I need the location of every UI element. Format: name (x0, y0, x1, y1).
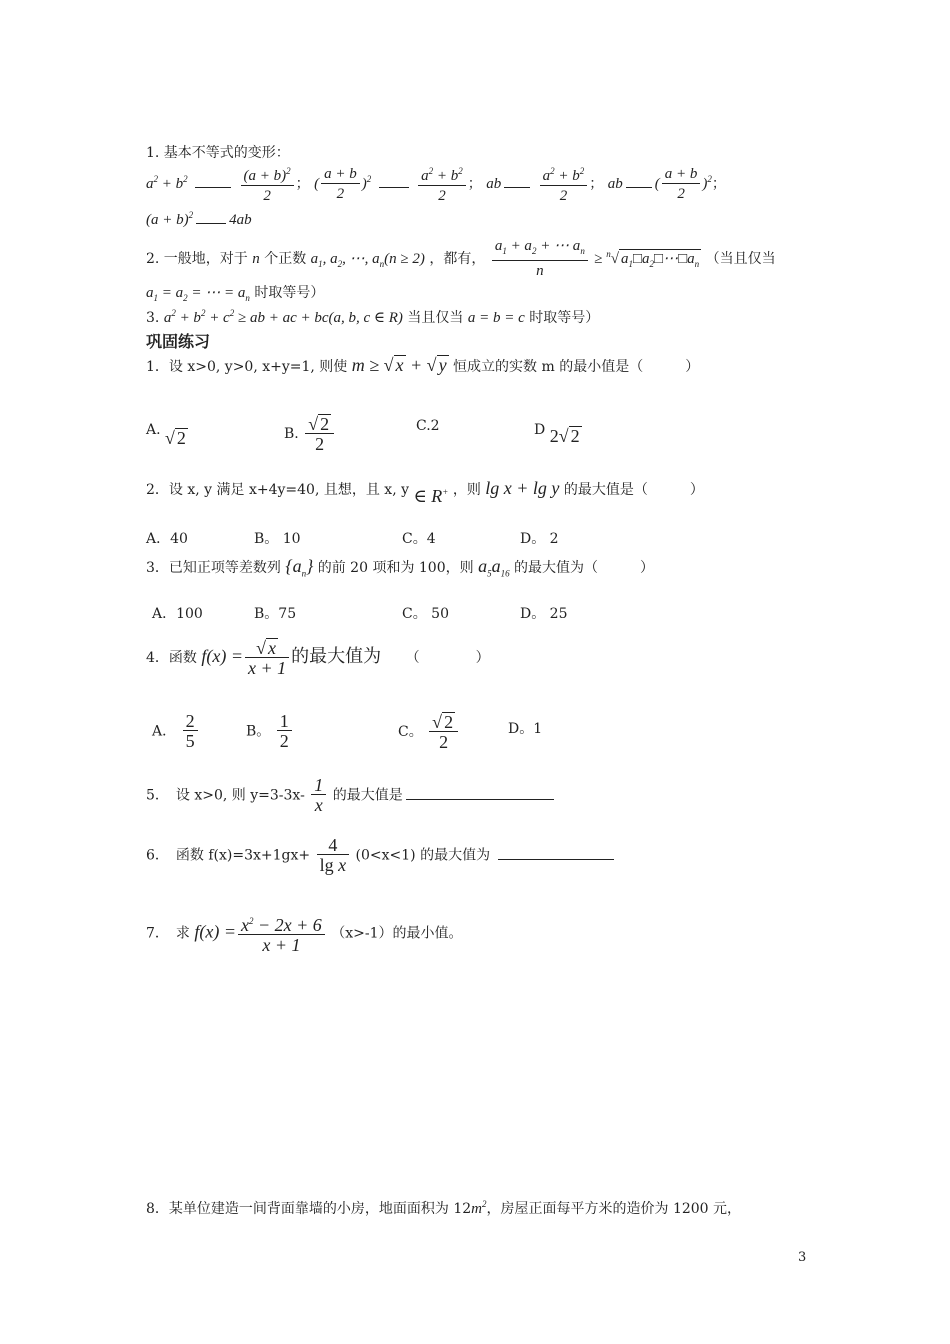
intro-item-1: 1. 基本不等式的变形： (146, 145, 290, 161)
q3-option-c: C。 50 (402, 606, 449, 622)
intro-item-2-after: ，都有， (429, 251, 486, 267)
question-3: 3．已知正项等差数列 $\{a_n\}$ 的前 20 项和为 100，则 $a_5a_{16}$ 的最大值为（ ） (146, 556, 655, 579)
q3-text-a: 3．已知正项等差数列 (146, 560, 281, 576)
question-6: 6． 函数 f(x)=3x+1gx+ $\frac{4}{\text{lg x}}$ (0<x<1) 的最大值为 (146, 836, 617, 875)
section-title: 巩固练习 (146, 332, 211, 351)
q8-text-a: 8．某单位建造一间背面靠墙的小房，地面面积为 12 (146, 1201, 472, 1217)
page-number: 3 (798, 1250, 807, 1265)
q2-option-b: B。 10 (254, 531, 301, 547)
q6-answer-blank[interactable] (498, 859, 614, 860)
q4-text-b: 的最大值为 (291, 646, 382, 667)
inequality-forms-row: $a^2 + b^2$ $\frac{(a + b)^2}{2}$ ； ( $\frac{a + b}{2}$ )$^2$ $\frac{a^2 + b^2}{2}$ ； ab $\frac{a^2 + b^2}{2}$ ； ab ( $\frac{a + b}{2}$ )$^2$； (146, 162, 726, 206)
q4-option-c: C。 $\frac{√ 2}{2}$ (398, 712, 460, 752)
q6-text-b: (0<x<1) 的最大值为 (355, 847, 491, 864)
q3-text-b: 的前 20 项和为 100，则 (317, 560, 474, 576)
q2-option-a: A．40 (146, 531, 188, 547)
q5-text-b: 的最大值是 (332, 787, 403, 804)
q6-text-a: 6． 函数 f(x)=3x+1gx+ (146, 847, 311, 864)
question-7: 7． 求 f(x) = $\frac{x^2 - 2x + 6}{x + 1}$ （x>-1）的最小值。 (146, 912, 463, 955)
intro-item-3-prefix: 3. (146, 310, 160, 326)
q4-text-a: 4．函数 (146, 650, 197, 666)
q4-option-a: A． $\frac{2}{5}$ (152, 712, 200, 751)
q1-option-c: C.2 (416, 418, 440, 434)
q1-text-a: 1．设 x>0, y>0, x+y=1, 则使 (146, 359, 348, 375)
intro-item-2: 2. 一般地，对于 n 个正数 $a_1$, $a_2$, ⋯, $a_n(n \ge 2)$ ，都有， $\frac{a_1 + a_2 + \cdots a_n}{n}$ ≥ $^n$√ $a_1□a_2□\cdots□a_n$ （当且仅当 (146, 238, 776, 279)
q7-text-a: 7． 求 (146, 925, 190, 942)
q1-text-b: 恒成立的实数 m 的最小值是（ ） (453, 359, 700, 375)
q1-option-b: B. $\frac{√ 2}{2}$ (284, 414, 336, 454)
q3-option-b: B。75 (254, 606, 297, 622)
q5-text-a: 5． 设 x>0, 则 y=3-3x- (146, 787, 305, 804)
q4-paren: （ ） (405, 650, 490, 666)
question-4: 4．函数 f(x) = $\frac{√ x}{x + 1}$ 的最大值为 （ ） (146, 638, 490, 678)
q5-answer-blank[interactable] (406, 799, 554, 800)
q2-text-a: 2．设 x, y 满足 x+4y=40, 且想，且 x, y (146, 482, 410, 498)
q2-option-d: D。 2 (520, 531, 559, 547)
intro-item-3-end: 时取等号） (529, 310, 600, 326)
q2-text-c: 的最大值是（ ） (563, 482, 704, 498)
inequality-forms-row-2: $(a + b)^2$ 4ab (146, 210, 252, 228)
q3-text-c: 的最大值为（ ） (514, 560, 655, 576)
q7-text-b: （x>-1）的最小值。 (331, 925, 463, 942)
q4-option-d: D。1 (508, 721, 543, 737)
intro-item-2-end: 时取等号） (254, 285, 325, 301)
q8-text-b: ，房屋正面每平方米的造价为 1200 元， (486, 1201, 742, 1217)
intro-item-3-mid: 当且仅当 (407, 310, 464, 326)
q4-option-b: B。 $\frac{1}{2}$ (246, 712, 294, 751)
intro-item-2-cont: $a_1 = a_2$ = ⋯ = $a_n$ 时取等号） (146, 285, 325, 303)
question-5: 5． 设 x>0, 则 y=3-3x- $\frac{1}{x}$ 的最大值是 (146, 776, 557, 815)
intro-item-2-prefix: 2. 一般地，对于 (146, 251, 248, 267)
question-1: 1．设 x>0, y>0, x+y=1, 则使 m ≥ √ x + √ y 恒成立的实数 m 的最小值是（ ） (146, 355, 700, 375)
q3-option-a: A．100 (152, 606, 203, 622)
q2-option-c: C。4 (402, 531, 436, 547)
q2-text-b: ，则 (452, 482, 481, 498)
intro-item-3: 3. $a^2 + b^2 + c^2$ ≥ ab + ac + bc(a, b, c ∈ R) 当且仅当 a = b = c 时取等号） (146, 308, 600, 326)
q1-option-d: D 2√ 2 (534, 422, 580, 446)
intro-item-2-suffix: （当且仅当 (705, 251, 776, 267)
question-2: 2．设 x, y 满足 x+4y=40, 且想，且 x, y ∈ R+ ，则 lg x + lg y 的最大值是（ ） (146, 478, 704, 506)
question-8: 8．某单位建造一间背面靠墙的小房，地面面积为 $12m^2$，房屋正面每平方米的造价为 1200 元， (146, 1199, 742, 1217)
q1-option-a: A. √ 2 (146, 422, 186, 448)
intro-item-2-mid: 个正数 (264, 251, 307, 267)
q3-option-d: D。 25 (520, 606, 568, 622)
